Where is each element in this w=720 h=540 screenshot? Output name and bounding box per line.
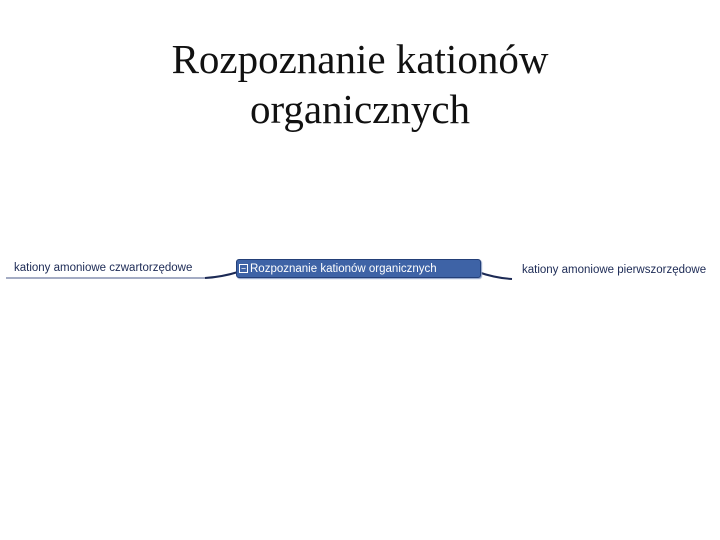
left-branch-connector [205, 272, 238, 278]
title-line-2: organicznych [249, 86, 471, 132]
title-line-1: Rozpoznanie kationów [171, 36, 549, 82]
collapse-toggle-icon[interactable]: − [239, 264, 248, 273]
branch-label-primary[interactable]: kationy amoniowe pierwszorzędowe [522, 264, 707, 276]
central-topic-label: Rozpoznanie kationów organicznych [250, 262, 437, 275]
right-branch-connector [478, 272, 512, 279]
mind-map [0, 230, 720, 300]
central-topic-node[interactable] [236, 259, 481, 278]
slide-title [0, 34, 720, 134]
branch-label-quaternary[interactable]: kationy amoniowe czwartorzędowe [14, 262, 193, 274]
